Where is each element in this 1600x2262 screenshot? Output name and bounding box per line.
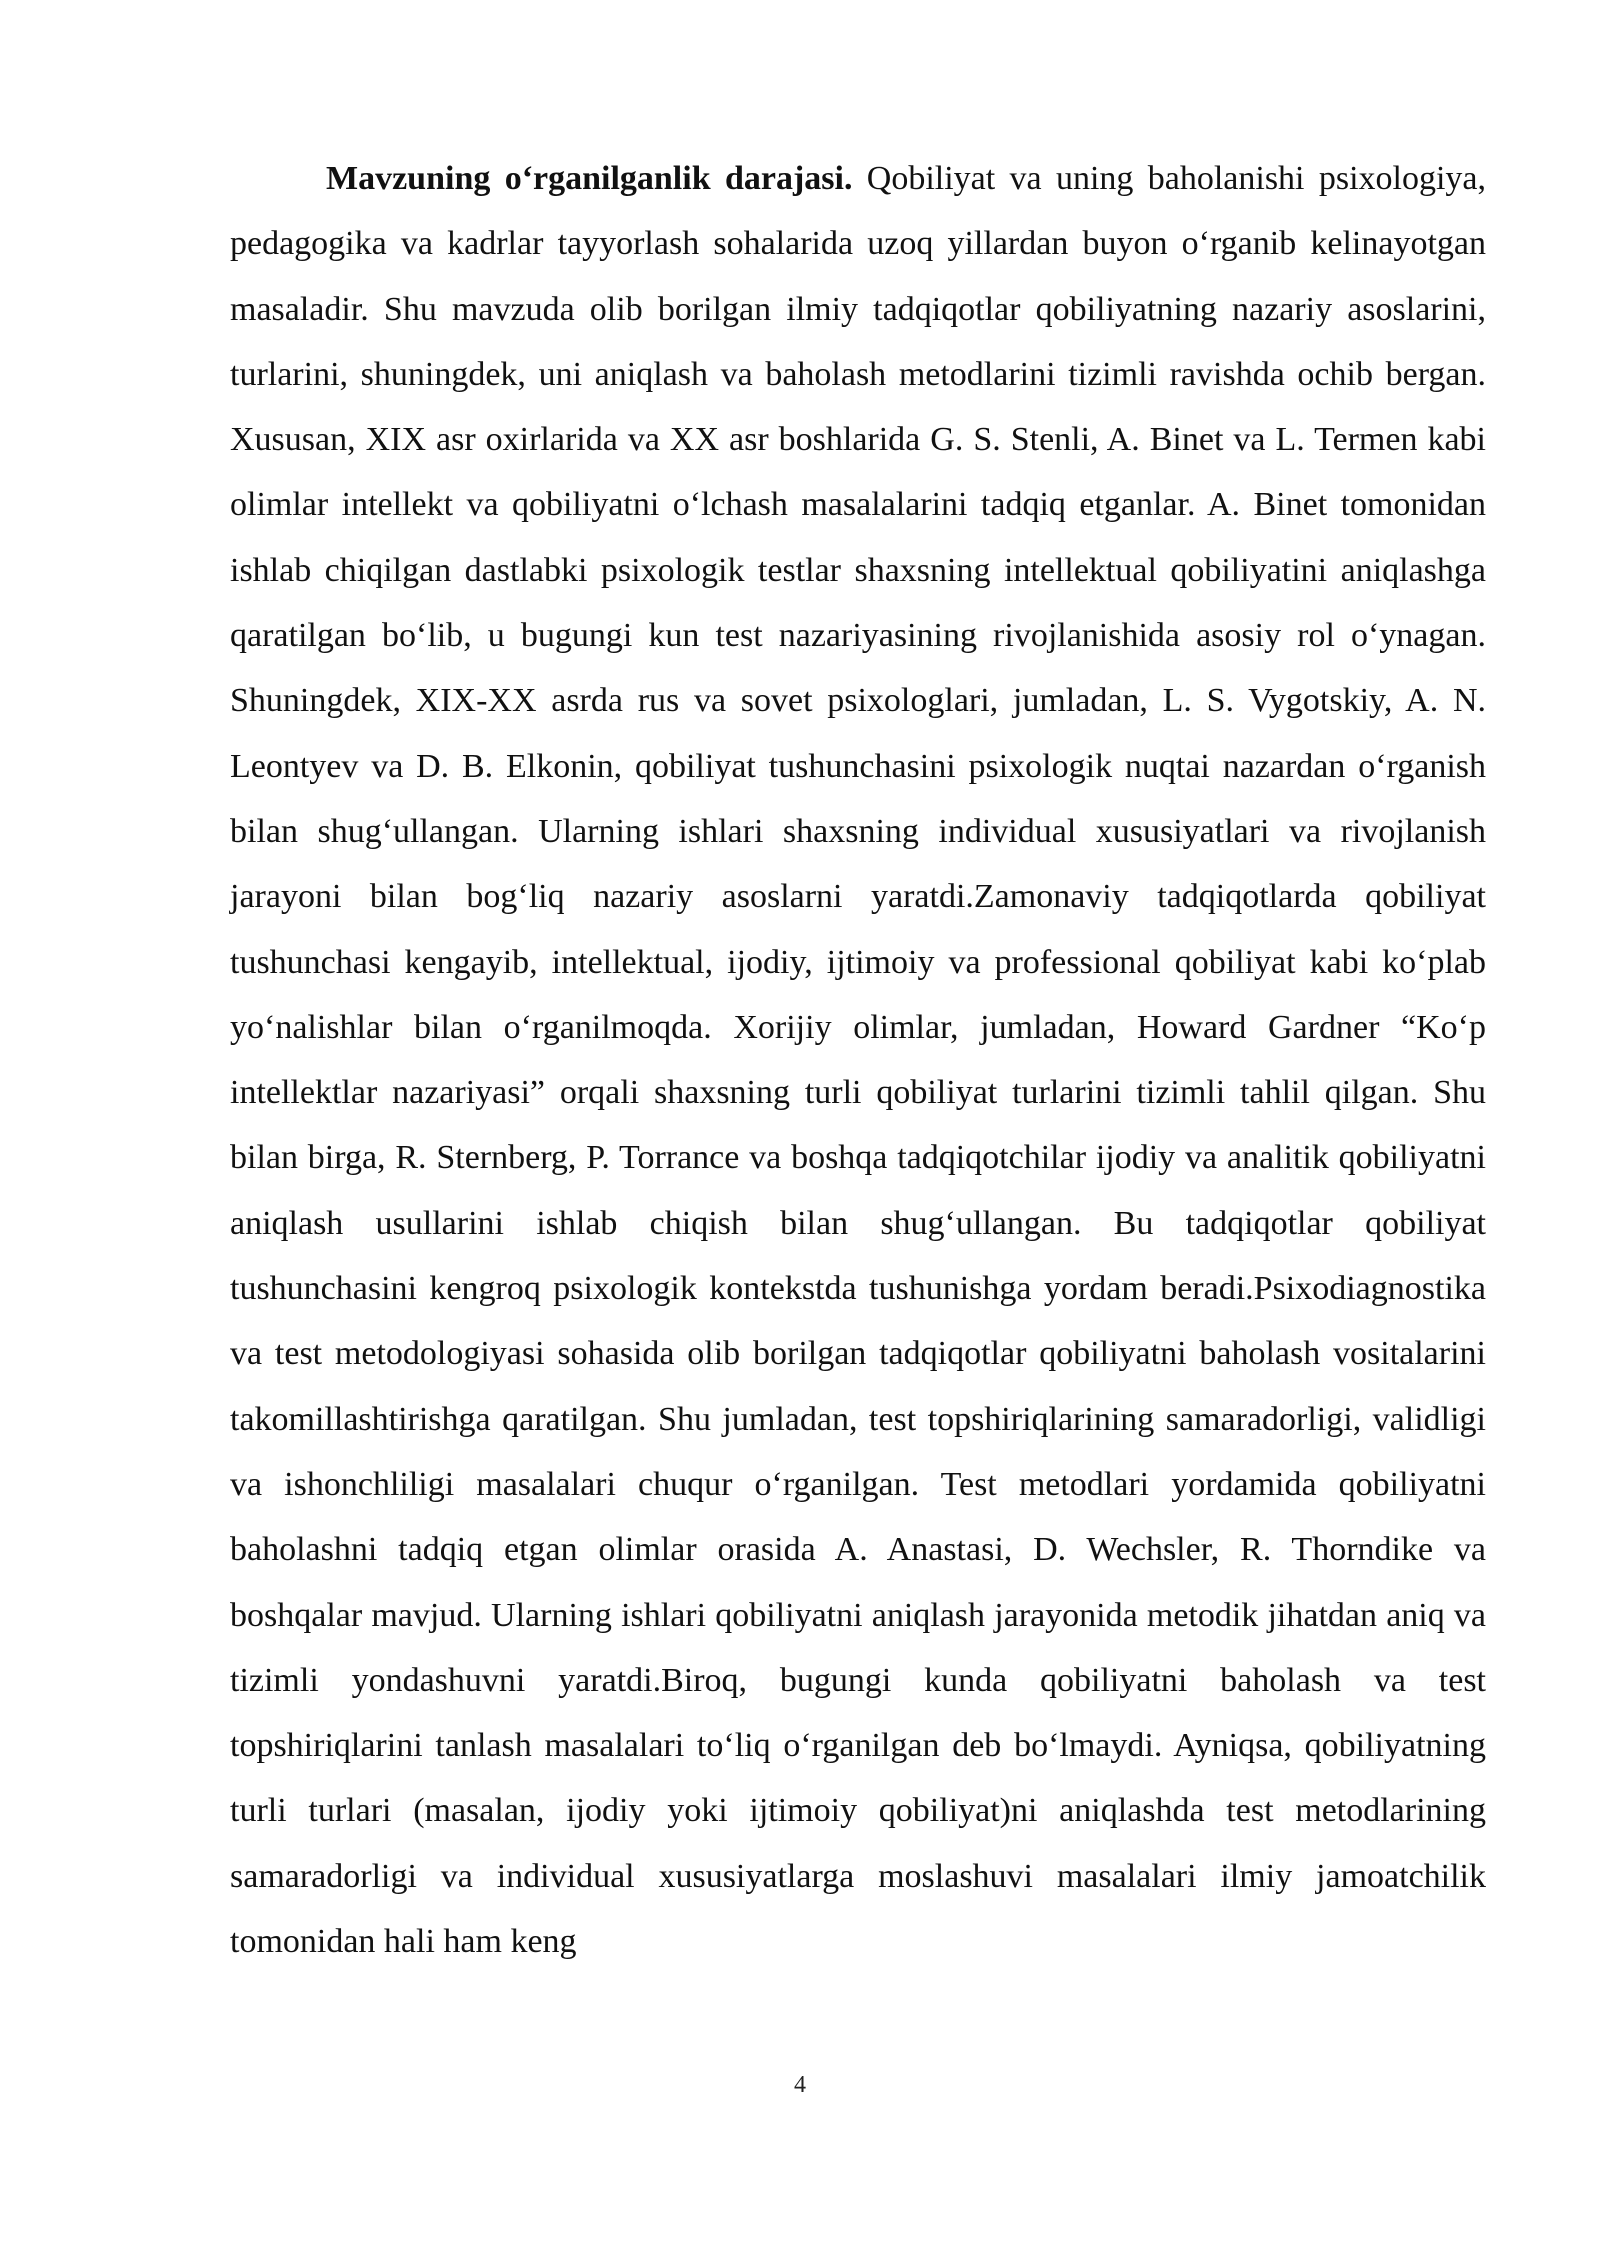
page-number: 4 <box>794 2072 806 2098</box>
paragraph-lead-heading: Mavzuning o‘rganilganlik darajasi. <box>326 160 853 197</box>
paragraph <box>230 146 1486 1974</box>
body-text <box>230 146 1486 1974</box>
paragraph-body: Qobiliyat va uning baholanishi psixologiya, pedagogika va kadrlar tayyorlash sohalarida uzoq yillardan buyon o‘rganib kelinayotgan masaladir. Shu mavzuda olib borilgan ilmiy tadqiqotlar qobiliyatning nazariy asoslarini, turlarini, shuningdek, uni aniqlash va baholash metodlarini tizimli ravishda ochib bergan. Xususan, XIX asr oxirlarida va XX asr boshlarida G. S. Stenli, A. Binet va L. Termen kabi olimlar intellekt va qobiliyatni o‘lchash masalalarini tadqiq etganlar. A. Binet tomonidan ishlab chiqilgan dastlabki psixologik testlar shaxsning intellektual qobiliyatini aniqlashga qaratilgan bo‘lib, u bugungi kun test nazariyasining rivojlanishida asosiy rol o‘ynagan. Shuningdek, XIX-XX asrda rus va sovet psixologlari, jumladan, L. S. Vygotskiy, A. N. Leontyev va D. B. Elkonin, qobiliyat tushunchasini psixologik nuqtai nazardan o‘rganish bilan shug‘ullangan. Ularning ishlari shaxsning individual xususiyatlari va rivojlanish jarayoni bilan bog‘liq nazariy asoslarni yaratdi.Zamonaviy tadqiqotlarda qobiliyat tushunchasi kengayib, intellektual, ijodiy, ijtimoiy va professional qobiliyat kabi ko‘plab yo‘nalishlar bilan o‘rganilmoqda. Xorijiy olimlar, jumladan, Howard Gardner “Ko‘p intellektlar nazariyasi” orqali shaxsning turli qobiliyat turlarini tizimli tahlil qilgan. Shu bilan birga, R. Sternberg, P. Torrance va boshqa tadqiqotchilar ijodiy va analitik qobiliyatni aniqlash usullarini ishlab chiqish bilan shug‘ullangan. Bu tadqiqotlar qobiliyat tushunchasini kengroq psixologik kontekstda tushunishga yordam beradi.Psixodiagnostika va test metodologiyasi sohasida olib borilgan tadqiqotlar qobiliyatni baholash vositalarini takomillashtirishga qaratilgan. Shu jumladan, test topshiriqlarining samaradorligi, validligi va ishonchliligi masalalari chuqur o‘rganilgan. Test metodlari yordamida qobiliyatni baholashni tadqiq etgan olimlar orasida A. Anastasi, D. Wechsler, R. Thorndike va boshqalar mavjud. Ularning ishlari qobiliyatni aniqlash jarayonida metodik jihatdan aniq va tizimli yondashuvni yaratdi.Biroq, bugungi kunda qobiliyatni baholash va test topshiriqlarini tanlash masalalari to‘liq o‘rganilgan deb bo‘lmaydi. Ayniqsa, qobiliyatning turli turlari (masalan, ijodiy yoki ijtimoiy qobiliyat)ni aniqlashda test metodlarining samaradorligi va individual xususiyatlarga moslashuvi masalalari ilmiy jamoatchilik tomonidan hali ham keng <box>230 160 1486 1961</box>
